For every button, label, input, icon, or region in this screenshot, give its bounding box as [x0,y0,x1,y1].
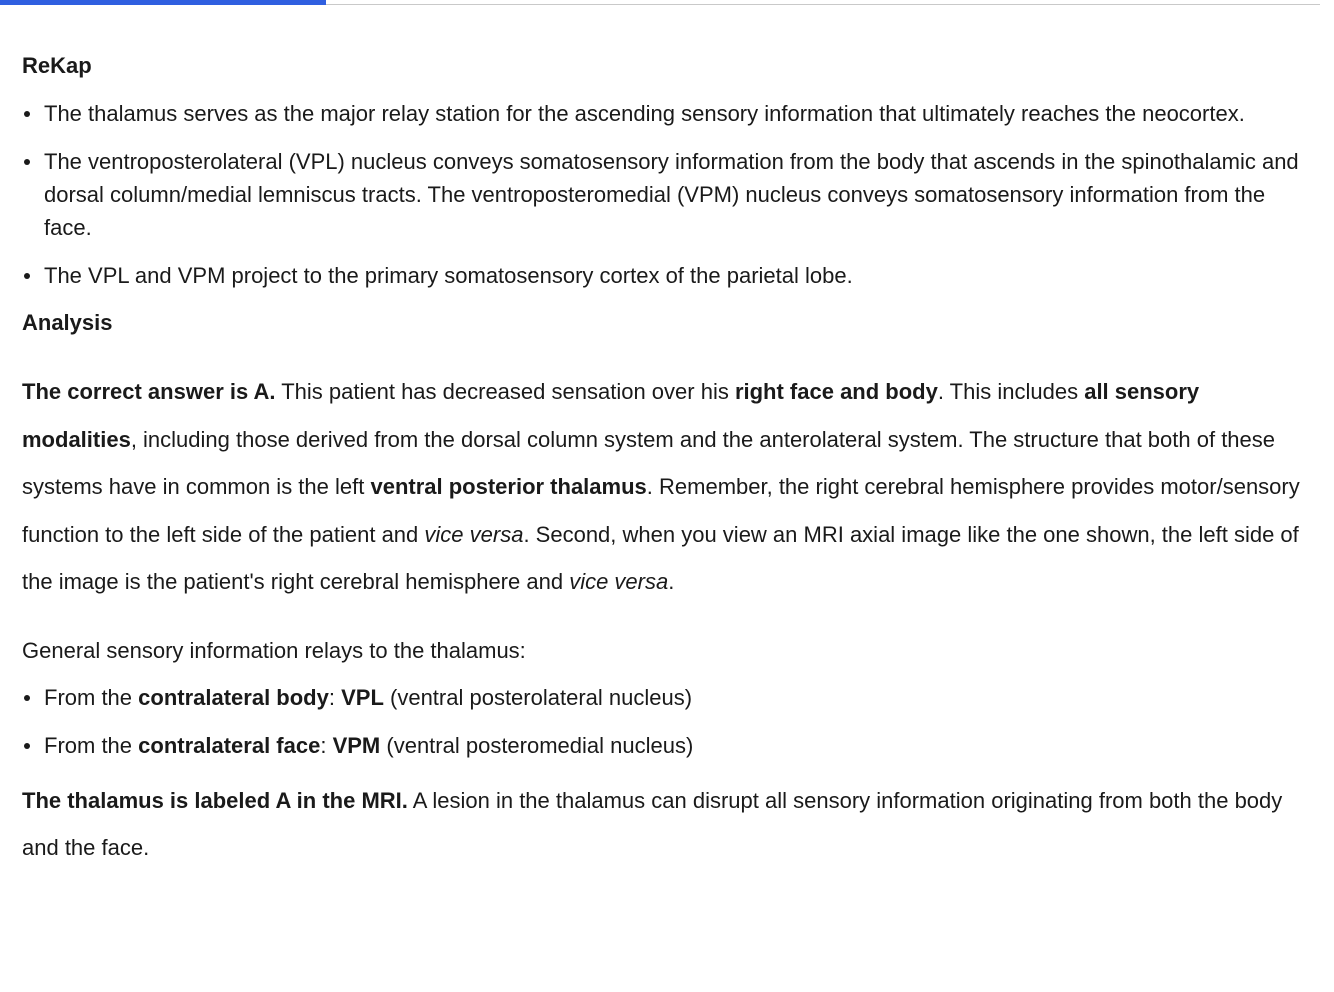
list-item: The thalamus serves as the major relay station for the ascending sensory information that ultimately reaches the neocortex. [22,97,1312,130]
list-item: From the contralateral face: VPM (ventral posteromedial nucleus) [22,729,1312,762]
progress-bar [0,0,326,5]
relay-list [22,681,1312,762]
explanation-content [22,50,1312,872]
analysis-heading: Analysis [22,310,113,335]
list-item: The VPL and VPM project to the primary somatosensory cortex of the parietal lobe. [22,259,1312,292]
rekap-list [22,97,1312,292]
rekap-heading: ReKap [22,53,92,78]
list-item: From the contralateral body: VPL (ventral posterolateral nucleus) [22,681,1312,714]
general-intro: General sensory information relays to the thalamus: [22,637,526,663]
analysis-paragraph: The correct answer is A. This patient has decreased sensation over his right face and body. This includes all sensory modalities, including those derived from the dorsal column system and the anterolateral system. The structure that both of these systems have in common is the left ventral posterior thalamus. Remember, the right cerebral hemisphere provides motor/sensory function to the left side of the patient and vice versa. Second, when you view an MRI axial image like the one shown, the left side of the image is the patient's right cerebral hemisphere and vice versa. [22,379,1300,594]
list-item: The ventroposterolateral (VPL) nucleus conveys somatosensory information from the body that ascends in the spinothalamic and dorsal column/medial lemniscus tracts. The ventroposteromedial (VPM) nucleus conveys somatosensory information from the face. [22,145,1312,244]
final-paragraph: The thalamus is labeled A in the MRI. A lesion in the thalamus can disrupt all sensory information originating from both the body and the face. [22,787,1283,860]
